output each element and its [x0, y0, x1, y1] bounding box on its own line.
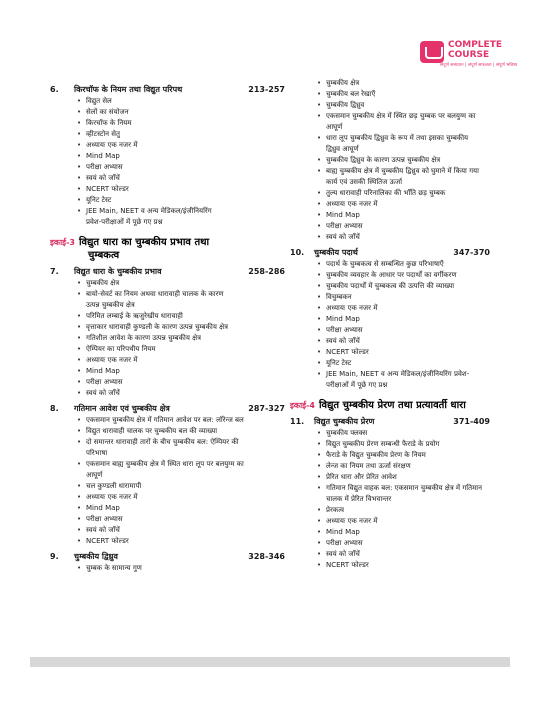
- topic-item: • अध्यायः एक नजर में: [50, 355, 285, 366]
- unit-title: विद्युत धारा का चुम्बकीय प्रभाव तथा: [78, 237, 210, 248]
- chapter-pages: 371-409: [453, 417, 490, 426]
- topic-item: • सेलों का संयोजन: [50, 107, 285, 118]
- topic-item: • स्वयं को जाँचें: [50, 525, 285, 536]
- chapter-title: चुम्बकीय द्विध्रुव: [74, 552, 118, 561]
- topic-item: परीक्षाओं में पूछे गए प्रश्न: [326, 381, 388, 389]
- topic-item: • विद्युत सेल: [50, 96, 285, 107]
- topic-item: कार्य एवं उसकी स्थितिज ऊर्जा: [326, 178, 403, 186]
- unit-title: विद्युत चुम्बकीय प्रेरण तथा प्रत्यावर्ती धारा: [318, 400, 466, 411]
- chapter-number: 11.: [290, 417, 305, 426]
- topic-item: • ऐम्पियर का परिपथीय नियम: [50, 344, 285, 355]
- chapter-pages: 328-346: [248, 552, 285, 561]
- topic-item: आघूर्ण: [86, 471, 103, 479]
- topic-item: • परीक्षा अभ्यास: [50, 514, 285, 525]
- topic-item: • NCERT फोल्डर: [290, 560, 490, 571]
- topic-item: • अध्यायः एक नजर में: [290, 303, 490, 314]
- topic-item: • विद्युत धारावाही चालक पर चुम्बकीय बल की व्याख्या: [50, 426, 285, 437]
- topic-item: • Mind Map: [50, 503, 285, 514]
- logo-line2: COURSE: [448, 50, 490, 60]
- topic-item: • अध्यायः एक नजर में: [50, 140, 285, 151]
- book-icon: [420, 41, 444, 63]
- complete-course-logo: [420, 38, 518, 68]
- topic-item: • एकसमान बाह्य चुम्बकीय क्षेत्र में स्थित धारा लूप पर बलयुग्म का: [50, 459, 285, 470]
- chapter-title: चुम्बकीय पदार्थ: [314, 248, 358, 257]
- chapter-number: 10.: [290, 248, 305, 257]
- topic-item: • चुम्बक के सामान्य गुण: [50, 563, 285, 574]
- chapter-title: गतिमान आवेश एवं चुम्बकीय क्षेत्र: [74, 404, 170, 413]
- topic-item: • दो समान्तर धारावाही तारों के बीच चुम्बकीय बल: ऐम्पियर की: [50, 437, 285, 448]
- topic-item: उत्पन्न चुम्बकीय क्षेत्र: [86, 301, 135, 309]
- topic-item: • Mind Map: [50, 366, 285, 377]
- topic-item: • विद्युत चुम्बकीय प्रेरण सम्बन्धी फैराडे के प्रयोग: [290, 439, 490, 450]
- chapter-title: किरचॉफ के नियम तथा विद्युत परिपथ: [74, 85, 183, 94]
- footer-bar: [30, 657, 510, 667]
- topic-item: • किरचॉफ के नियम: [50, 118, 285, 129]
- topic-item: • यूनिट टेस्ट: [50, 195, 285, 206]
- topic-item: • Mind Map: [290, 527, 490, 538]
- topic-item: • JEE Main, NEET व अन्य मेडिकल/इंजीनियरिंग प्रवेश-: [290, 369, 490, 380]
- chapter-number: 6.: [50, 85, 59, 94]
- topic-item: • NCERT फोल्डर: [290, 347, 490, 358]
- logo-tagline: संपूर्ण समाधान | संपूर्ण सफलता | संपूर्ण भविष्य: [440, 63, 518, 68]
- topic-item: • प्रेरित धारा और प्रेरित आवेश: [290, 472, 490, 483]
- chapter-heading[interactable]: [50, 403, 285, 415]
- topic-item: • चुम्बकीय क्षेत्र: [50, 278, 285, 289]
- chapter-number: 9.: [50, 552, 59, 561]
- topic-item: • NCERT फोल्डर: [50, 184, 285, 195]
- topic-item: • अध्यायः एक नजर में: [50, 492, 285, 503]
- topic-item: • स्वयं को जाँचें: [290, 549, 490, 560]
- topic-item: • गतिमान विद्युत वाहक बल: एकसमान चुम्बकीय क्षेत्र में गतिमान: [290, 483, 490, 494]
- topic-item: • परीक्षा अभ्यास: [50, 162, 285, 173]
- topic-item: • स्वयं को जाँचें: [50, 173, 285, 184]
- topic-item: आघूर्ण: [326, 123, 343, 131]
- chapter-pages: 347-370: [453, 248, 490, 257]
- left-column: [50, 80, 285, 574]
- topic-item: • स्वयं को जाँचें: [290, 232, 490, 243]
- chapter-title: विद्युत चुम्बकीय प्रेरण: [314, 417, 375, 426]
- topic-item: • स्वयं को जाँचें: [50, 388, 285, 399]
- unit-heading: [50, 236, 285, 262]
- chapter-title: विद्युत धारा के चुम्बकीय प्रभाव: [74, 267, 162, 276]
- topic-item: प्रवेश-परीक्षाओं में पूछे गए प्रश्न: [86, 218, 163, 226]
- topic-item: • चुम्बकीय बल रेखाएँ: [290, 89, 490, 100]
- topic-item: • चुम्बकीय द्विध्रुव के कारण उत्पन्न चुम्बकीय क्षेत्र: [290, 155, 490, 166]
- chapter-heading[interactable]: [290, 247, 490, 259]
- unit-label: इकाई-4: [290, 401, 315, 410]
- topic-item: • चुम्बकीय फ्लक्स: [290, 428, 490, 439]
- topic-item: • स्वयं को जाँचें: [290, 336, 490, 347]
- topic-item: • परीक्षा अभ्यास: [50, 377, 285, 388]
- unit-label: इकाई-3: [50, 238, 75, 247]
- topic-item: • प्रेरकत्व: [290, 505, 490, 516]
- unit-heading: [290, 399, 490, 412]
- chapter-number: 8.: [50, 404, 59, 413]
- chapter-pages: 213-257: [248, 85, 285, 94]
- topic-item: • चुम्बकीय द्विध्रुव: [290, 100, 490, 111]
- topic-item: परिभाषा: [86, 449, 108, 457]
- topic-item: • व्हीटस्टोन सेतु: [50, 129, 285, 140]
- topic-item: • अध्यायः एक नजर में: [290, 516, 490, 527]
- logo-line1: COMPLETE: [448, 40, 502, 50]
- topic-item: • Mind Map: [290, 210, 490, 221]
- topic-item: • धारा लूप चुम्बकीय द्विध्रुव के रूप में तथा इसका चुम्बकीय: [290, 133, 490, 144]
- chapter-number: 7.: [50, 267, 59, 276]
- topic-item: • पदार्थ के चुम्बकत्व से सम्बन्धित कुछ परिभाषाएँ: [290, 259, 490, 270]
- topic-item: • Mind Map: [50, 151, 285, 162]
- topic-item: • चुम्बकीय क्षेत्र: [290, 78, 490, 89]
- topic-item: • परिमित लम्बाई के ऋजुरेखीय धारावाही: [50, 311, 285, 322]
- topic-item: • गतिशील आवेश के कारण उत्पन्न चुम्बकीय क्षेत्र: [50, 333, 285, 344]
- chapter-pages: 287-327: [248, 404, 285, 413]
- chapter-heading[interactable]: [50, 551, 285, 563]
- topic-item: • तुल्य धारावाही परिनालिका की भाँति छड़ चुम्बक: [290, 188, 490, 199]
- topic-item: • वृत्ताकार धारावाही कुण्डली के कारण उत्पन्न चुम्बकीय क्षेत्र: [50, 322, 285, 333]
- chapter-heading[interactable]: [50, 266, 285, 278]
- topic-item: • लेन्ज का नियम तथा ऊर्जा संरक्षण: [290, 461, 490, 472]
- topic-item: द्विध्रुव आघूर्ण: [326, 145, 359, 153]
- topic-item: • NCERT फोल्डर: [50, 536, 285, 547]
- chapter-pages: 258-286: [248, 267, 285, 276]
- topic-item: • परीक्षा अभ्यास: [290, 325, 490, 336]
- topic-item: • बाह्य चुम्बकीय क्षेत्र में चुम्बकीय द्विध्रुव को घुमाने में किया गया: [290, 166, 490, 177]
- topic-item: • बायो-सेवर्ट का नियम अथवा धारावाही चालक के कारण: [50, 289, 285, 300]
- topic-item: • एकसमान चुम्बकीय क्षेत्र में स्थित छड़ चुम्बक पर बलयुग्म का: [290, 111, 490, 122]
- topic-item: • चल कुण्डली धारामापी: [50, 481, 285, 492]
- topic-item: • चुम्बकीय व्यवहार के आधार पर पदार्थों का वर्गीकरण: [290, 270, 490, 281]
- topic-item: • एकसमान चुम्बकीय क्षेत्र में गतिमान आवेश पर बल: लॉरेन्ज बल: [50, 415, 285, 426]
- topic-item: • चुम्बकीय पदार्थों में चुम्बकत्व की उत्पत्ति की व्याख्या: [290, 281, 490, 292]
- topic-item: • परीक्षा अभ्यास: [290, 538, 490, 549]
- topic-item: • JEE Main, NEET व अन्य मेडिकल/इंजीनियरिंग: [50, 206, 285, 217]
- unit-title-cont: चुम्बकत्व: [88, 250, 120, 261]
- topic-item: • परीक्षा अभ्यास: [290, 221, 490, 232]
- topic-item: • यूनिट टेस्ट: [290, 358, 490, 369]
- topic-item: चालक में प्रेरित विभवान्तर: [326, 495, 392, 503]
- topic-item: • फैराडे के विद्युत चुम्बकीय प्रेरण के नियम: [290, 450, 490, 461]
- topic-item: • अध्यायः एक नजर में: [290, 199, 490, 210]
- right-column: [290, 78, 490, 571]
- chapter-heading[interactable]: [290, 416, 490, 428]
- topic-item: • विचुम्बकन: [290, 292, 490, 303]
- topic-item: • Mind Map: [290, 314, 490, 325]
- chapter-heading[interactable]: [50, 84, 285, 96]
